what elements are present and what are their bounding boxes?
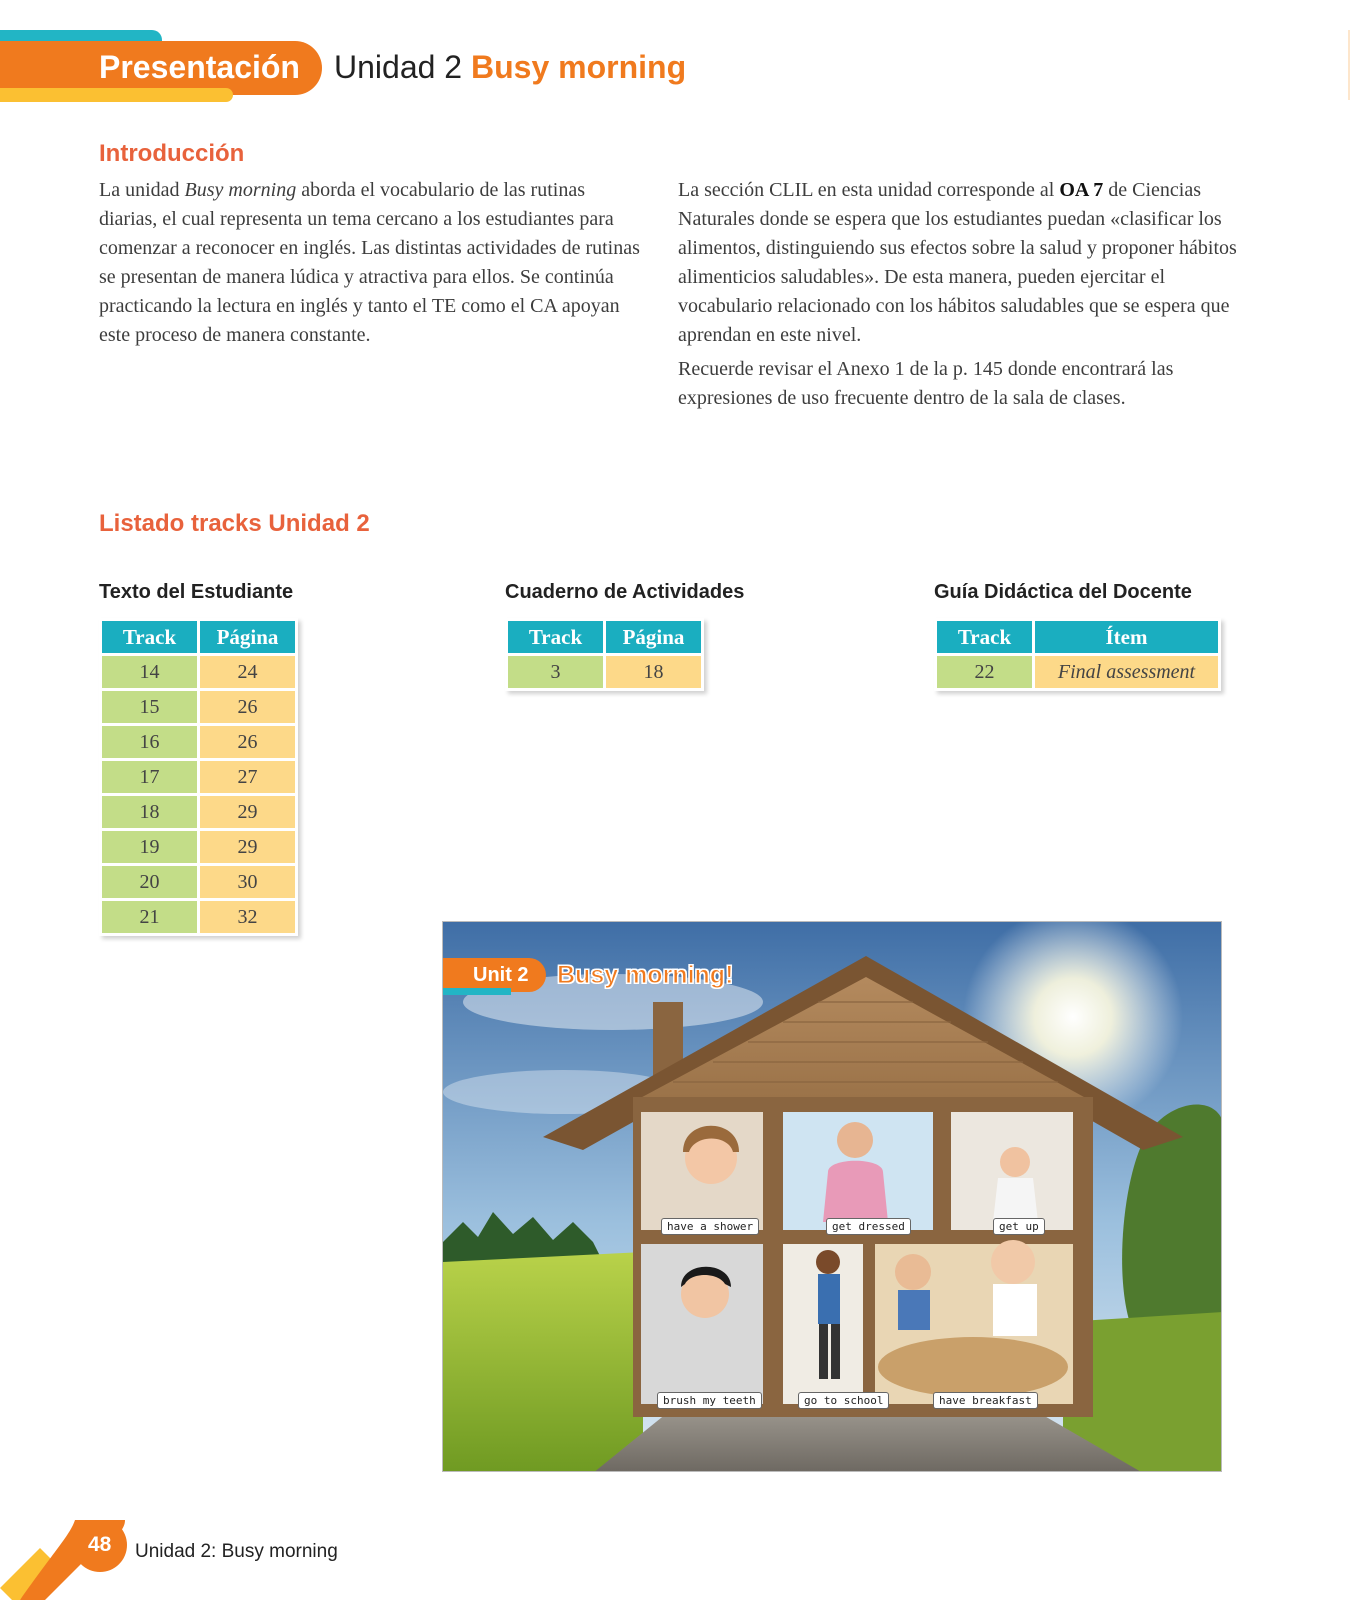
illustration-title: Busy morning! [557,961,734,989]
guia-didactica-title: Guía Didáctica del Docente [934,581,1192,603]
header-yellow-stripe [0,88,233,102]
page-number: 48 [88,1533,112,1556]
intro-right-column [678,176,1238,418]
caption-have-a-shower: have a shower [661,1218,759,1235]
col-pagina: Página [200,621,295,653]
table-row: 15 26 [102,691,295,723]
unit-illustration [442,921,1222,1472]
footer-text: Unidad 2: Busy morning [135,1541,338,1562]
col-track: Track [937,621,1032,653]
table-row: 18 29 [102,796,295,828]
section-label: Presentación [99,49,300,85]
texto-estudiante-title: Texto del Estudiante [99,581,294,603]
tracks-heading: Listado tracks Unidad 2 [99,510,370,537]
table-row: 14 24 [102,656,295,688]
oa-reference: OA 7 [1059,179,1104,201]
caption-get-dressed: get dressed [826,1218,911,1235]
cuaderno-actividades-title: Cuaderno de Actividades [505,581,745,603]
col-pagina: Página [606,621,701,653]
unit-prefix: Unidad 2 [334,49,463,85]
intro-left-paragraph: La unidad Busy morning aborda el vocabulario de las rutinas diarias, el cual representa un tema cercano a los estudiantes para comenzar a reconocer en inglés. Las distintas actividades de rutinas se presentan de manera lúdica y atractiva para ellos. Se continúa practicando la lectura en inglés y tanto el TE como el CA apoyan este proceso de manera constante. [99,179,640,346]
table-row: 3 18 [508,656,701,688]
table-row: 22 Final assessment [937,656,1218,688]
table-row: 19 29 [102,831,295,863]
caption-have-breakfast: have breakfast [933,1392,1038,1409]
col-item: Ítem [1035,621,1218,653]
col-track: Track [102,621,197,653]
caption-go-to-school: go to school [798,1392,889,1409]
table-row: 20 30 [102,866,295,898]
texto-estudiante-table [99,618,298,936]
intro-right-paragraph-1: La sección CLIL en esta unidad corresponde al OA 7 de Ciencias Naturales donde se espera que los estudiantes puedan «clasificar los alimentos, distinguiendo sus efectos sobre la salud y proponer hábitos alimenticios saludables». De esta manera, pueden ejercitar el vocabulario relacionado con los hábitos saludables que se espera que aprendan en este nivel. [678,179,1237,346]
cuaderno-actividades-table [505,618,704,691]
intro-left-column [99,176,644,355]
house-scene-drawing [443,922,1222,1472]
intro-heading: Introducción [99,140,245,167]
table-row: 16 26 [102,726,295,758]
intro-right-paragraph-2: Recuerde revisar el Anexo 1 de la p. 145 donde encontrará las expresiones de uso frecuente dentro de la sala de clases. [678,358,1174,409]
unit-label: Unit 2 [473,964,529,986]
unit-title: Busy morning [470,49,687,85]
unit-name-italic: Busy morning [184,179,297,201]
caption-brush-my-teeth: brush my teeth [657,1392,762,1409]
page-title [334,45,686,89]
col-track: Track [508,621,603,653]
footer-page-badge [0,1520,130,1600]
caption-get-up: get up [993,1218,1045,1235]
guia-didactica-table [934,618,1221,691]
table-row: 17 27 [102,761,295,793]
table-row: 21 32 [102,901,295,933]
